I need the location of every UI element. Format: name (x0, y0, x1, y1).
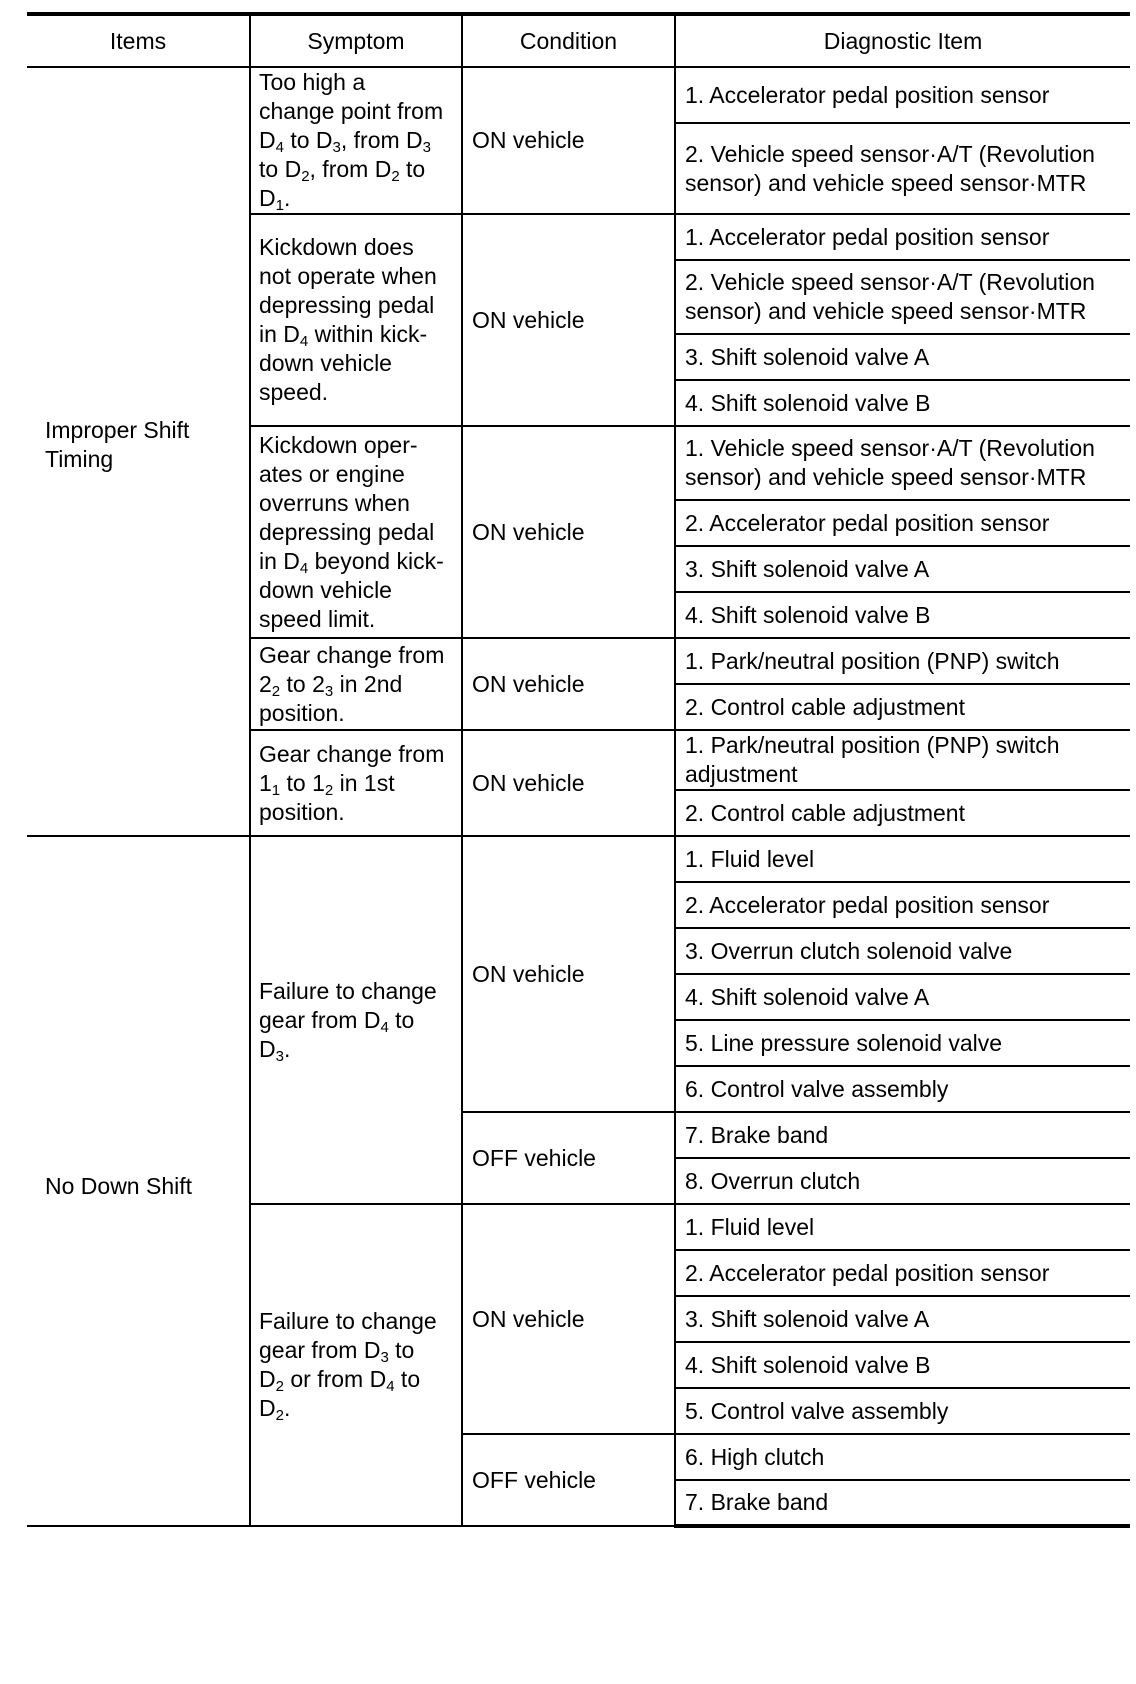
diagnostic-table (27, 12, 1130, 1528)
symptom-text: Too high a change point from $D_4$ to $D_3$, from $D_3$ to $D_2$, from $D_2$ to $D_1$. (259, 69, 444, 214)
header-diagnostic-item: Diagnostic Item (675, 14, 1130, 67)
diagnostic-item-cell: 5. Control valve assembly (675, 1388, 1130, 1434)
diagnostic-item-cell: 4. Shift solenoid valve B (675, 592, 1130, 638)
diagnostic-item-cell: 2. Accelerator pedal position sensor (675, 1250, 1130, 1296)
diagnostic-item-cell: 6. Control valve assembly (675, 1066, 1130, 1112)
header-condition: Condition (462, 14, 675, 67)
condition-cell: ON vehicle (462, 730, 675, 836)
diagnostic-item-cell: 3. Overrun clutch solenoid valve (675, 928, 1130, 974)
diagnostic-item-cell: 2. Vehicle speed sensor·A/T (Revolution sensor) and vehicle speed sensor·MTR (675, 123, 1130, 214)
diagnostic-item-cell: 1. Fluid level (675, 1204, 1130, 1250)
symptom-cell (250, 67, 462, 214)
diagnostic-item-cell: 1. Accelerator pedal position sensor (675, 214, 1130, 260)
diagnostic-item-cell: 1. Fluid level (675, 836, 1130, 882)
diagnostic-item-cell: 4. Shift solenoid valve B (675, 380, 1130, 426)
diagnostic-item-cell: 2. Accelerator pedal position sensor (675, 500, 1130, 546)
condition-cell: ON vehicle (462, 836, 675, 1112)
table-body (27, 67, 1130, 1526)
header-symptom: Symptom (250, 14, 462, 67)
item-cell (27, 67, 250, 836)
item-cell (27, 836, 250, 1526)
diagnostic-item-cell: 4. Shift solenoid valve A (675, 974, 1130, 1020)
symptom-cell (250, 730, 462, 836)
item-label: Improper Shift Timing (45, 416, 190, 472)
diagnostic-item-cell: 7. Brake band (675, 1480, 1130, 1526)
condition-cell: OFF vehicle (462, 1434, 675, 1526)
condition-cell: ON vehicle (462, 67, 675, 214)
condition-cell: ON vehicle (462, 638, 675, 730)
condition-cell: ON vehicle (462, 214, 675, 426)
symptom-text: Gear change from $1_1$ to $1_2$ in 1st position. (259, 740, 445, 825)
diagnostic-item-cell: 3. Shift solenoid valve A (675, 334, 1130, 380)
diagnostic-item-cell: 2. Vehicle speed sensor·A/T (Revolution sensor) and vehicle speed sensor·MTR (675, 260, 1130, 334)
condition-cell: OFF vehicle (462, 1112, 675, 1204)
condition-cell: ON vehicle (462, 1204, 675, 1434)
symptom-text: Kickdown oper- ates or engine overruns when depressing pedal in $D_4$ beyond kick- down vehicle speed limit. (259, 431, 444, 632)
diagnostic-item-cell: 1. Vehicle speed sensor·A/T (Revolution sensor) and vehicle speed sensor·MTR (675, 426, 1130, 500)
diagnostic-item-cell: 8. Overrun clutch (675, 1158, 1130, 1204)
symptom-text: Failure to change gear from $D_3$ to $D_2$ or from $D_4$ to $D_2$. (259, 1308, 437, 1424)
diagnostic-item-cell: 3. Shift solenoid valve A (675, 1296, 1130, 1342)
diagnostic-item-cell: 1. Accelerator pedal position sensor (675, 67, 1130, 123)
symptom-cell (250, 638, 462, 730)
symptom-text: Kickdown does not operate when depressing pedal in $D_4$ within kick- down vehicle speed. (259, 234, 437, 405)
condition-cell: ON vehicle (462, 426, 675, 638)
diagnostic-item-cell: 2. Accelerator pedal position sensor (675, 882, 1130, 928)
header-items: Items (27, 14, 250, 67)
diagnostic-item-cell: 2. Control cable adjustment (675, 790, 1130, 836)
table-row (27, 67, 1130, 123)
diagnostic-item-cell: 7. Brake band (675, 1112, 1130, 1158)
symptom-cell (250, 836, 462, 1204)
symptom-text: Failure to change gear from $D_4$ to $D_3$. (259, 977, 437, 1065)
diagnostic-item-cell: 1. Park/neutral position (PNP) switch adjustment (675, 730, 1130, 790)
symptom-cell (250, 214, 462, 426)
diagnostic-item-cell: 2. Control cable adjustment (675, 684, 1130, 730)
table-row (27, 836, 1130, 882)
symptom-text: Gear change from $2_2$ to $2_3$ in 2nd position. (259, 641, 445, 726)
symptom-cell (250, 426, 462, 638)
symptom-cell (250, 1204, 462, 1526)
diagnostic-item-cell: 3. Shift solenoid valve A (675, 546, 1130, 592)
diagnostic-item-cell: 1. Park/neutral position (PNP) switch (675, 638, 1130, 684)
diagnostic-item-cell: 4. Shift solenoid valve B (675, 1342, 1130, 1388)
item-label: No Down Shift (45, 1172, 193, 1199)
diagnostic-item-cell: 6. High clutch (675, 1434, 1130, 1480)
diagnostic-item-cell: 5. Line pressure solenoid valve (675, 1020, 1130, 1066)
header-row (27, 14, 1130, 67)
